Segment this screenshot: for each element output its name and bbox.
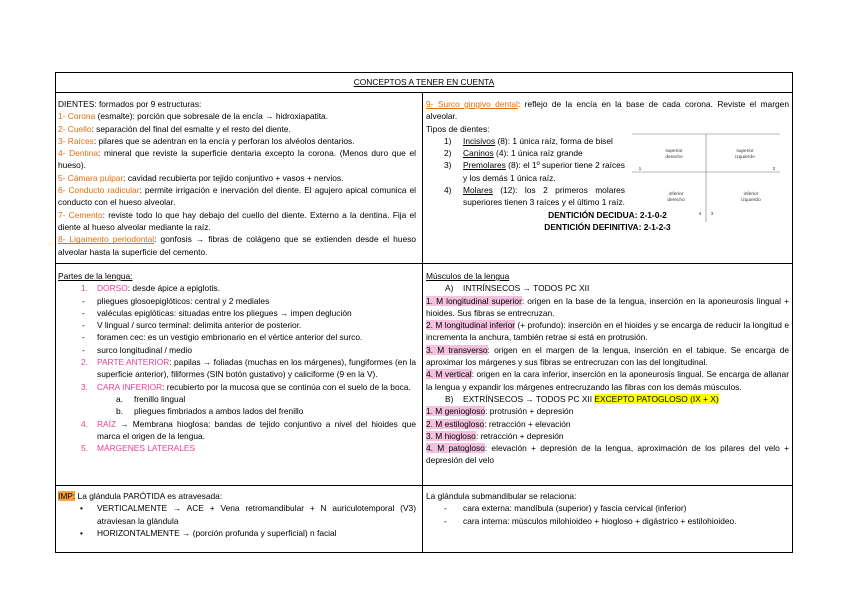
- tipo-text: (12): los 2 primeros molares superiores tienen 3 raíces y el último 1 raíz.: [463, 185, 625, 208]
- parte-text: : recubierto por la mucosa que se continúa con el suelo de la boca.: [162, 381, 411, 392]
- quadrant-number: 3: [710, 212, 714, 217]
- musculo-label: 3. M hiogloso: [426, 430, 476, 441]
- tipo-item: [426, 135, 625, 147]
- bullet-text: HORIZONTALMENTE → (porción profunda y superficial) n facial: [97, 527, 337, 538]
- tipos-title: Tipos de dientes:: [426, 123, 490, 134]
- musculo-label: 4. M patogloso: [426, 443, 485, 454]
- parotida-cell: [56, 486, 423, 552]
- lengua-row: [56, 264, 792, 486]
- subitem-text: V lingual / surco terminal: delimita anterior de posterior.: [97, 320, 302, 331]
- musculo-item: [426, 344, 789, 369]
- cara-inferior-subitem: [58, 405, 416, 417]
- dash-marker: -: [82, 344, 85, 355]
- partes-lengua-title: Partes de la lengua:: [58, 271, 133, 281]
- musculos-lengua-cell: [423, 264, 792, 485]
- section-text: EXTRÍNSECOS → TODOS PC XII: [463, 393, 595, 404]
- musculo-item: [426, 442, 789, 467]
- tipo-text: (4): 1 única raíz grande: [493, 148, 583, 159]
- tipo-name: Molares: [463, 185, 493, 196]
- tipo-number: 4): [444, 185, 452, 196]
- musculo-item: [426, 295, 789, 320]
- estructura-label: 5- Cámara pulpar: [58, 172, 124, 183]
- intrinsecos-header: [426, 282, 789, 294]
- dientes-row: [56, 93, 792, 264]
- surco-text: : reflejo de la encía en la base de cada corona. Reviste el margen alveolar.: [426, 99, 789, 122]
- dash-marker: -: [444, 515, 447, 526]
- dash-marker: -: [82, 295, 85, 306]
- subitem-text: foramen cec: es un vestigio embrionario en el vértice anterior del surco.: [97, 332, 363, 343]
- dientes-estructuras-cell: [56, 93, 423, 263]
- extrinsecos-header: [426, 393, 789, 405]
- subitem-text: pliegues fimbriados a ambos lados del frenillo: [134, 406, 304, 417]
- tipo-item: [426, 147, 625, 159]
- quadrant-label: inferior: [668, 192, 684, 197]
- parotida-bullet-item: [58, 527, 416, 539]
- cara-inferior-subitem: [58, 393, 416, 405]
- estructura-text: : mineral que reviste la superficie dentaria excepto la corona. (Menos duro que el hueso).: [58, 148, 417, 171]
- parte-label: DORSO: [97, 283, 128, 294]
- parotida-bullet-item: [58, 502, 416, 527]
- partes-lengua-cell: [56, 264, 423, 485]
- subitem-letter: b.: [116, 406, 123, 417]
- subitem-text: pliegues glosoepiglóticos: central y 2 mediales: [97, 295, 270, 306]
- parte-label: RAÍZ: [97, 418, 117, 429]
- parte-number: 4.: [81, 418, 88, 429]
- estructura-text: : cavidad recubierta por tejido conjuntivo + vasos + nervios.: [123, 172, 344, 183]
- quadrant-label: superior: [665, 149, 683, 154]
- submandibular-cell: [423, 486, 792, 552]
- quadrant-label: derecho: [667, 198, 685, 203]
- parte-item: [58, 356, 416, 381]
- estructura-item: [58, 110, 416, 122]
- tipos-list: [426, 135, 625, 209]
- dorso-subitem: [58, 319, 416, 331]
- parte-label: PARTE ANTERIOR: [97, 357, 170, 368]
- submandibular-item: [426, 502, 789, 514]
- estructura-label: 2- Cuello: [58, 123, 92, 134]
- parte-number: 5.: [81, 443, 88, 454]
- parte-item: [58, 418, 416, 443]
- parotida-text: La glándula PARÓTIDA es atravesada:: [75, 491, 223, 501]
- musculo-label: 1. M geniogloso: [426, 406, 486, 417]
- parte-number: 3.: [81, 381, 88, 392]
- section-letter: A): [445, 283, 454, 294]
- parte-text: : desde ápice a epiglotis.: [127, 283, 220, 294]
- musculo-label: 3. M transverso: [426, 344, 488, 355]
- musculo-text: : retracción + depresión: [475, 430, 564, 441]
- parte-number: 1.: [81, 283, 88, 294]
- dorso-subitem: [58, 331, 416, 343]
- quadrant-number: 2: [772, 167, 776, 172]
- section-highlight: EXCEPTO PATOGLOSO (IX + X): [594, 393, 719, 404]
- bullet-marker: •: [80, 527, 83, 538]
- bullet-text: VERTICALMENTE → ACE + Vena retromandibular + N auriculotemporal (V3) atraviesan la glándula: [97, 503, 416, 526]
- musculo-text: : origen en la cara inferior, inserción en la aponeurosis lingual. Se encarga de allanar la lengua y expandir los márgenes entrecruzando las fibras con los demás músculos.: [426, 369, 789, 392]
- parotida-intro: [58, 490, 416, 502]
- estructura-label: 8- Ligamento periodontal: [58, 234, 155, 245]
- estructura-text: : gonfosis → fibras de colágeno que se extienden desde el hueso alveolar hasta la superficie del cemento.: [58, 234, 416, 257]
- musculo-text: : retracción + elevación: [484, 418, 571, 429]
- subitem-letter: a.: [116, 393, 123, 404]
- imp-badge: IMP:: [58, 491, 76, 501]
- estructura-item: [58, 147, 416, 172]
- quadrant-number: 1: [638, 167, 642, 172]
- parte-label: MÁRGENES LATERALES: [97, 443, 196, 454]
- musculo-text: : protrusión + depresión: [485, 406, 574, 417]
- musculo-item: [426, 319, 789, 344]
- denticion-decidua: DENTICIÓN DECIDUA: 2-1-0-2: [548, 209, 667, 220]
- estructura-item: [58, 135, 416, 147]
- tipo-number: 1): [444, 135, 452, 146]
- subitem-text: surco longitudinal / medio: [97, 344, 192, 355]
- submandibular-text: cara interna: músculos milohioideo + hiogloso + digástrico + estilohioideo.: [463, 515, 737, 526]
- submandibular-item: [426, 515, 789, 527]
- section-letter: B): [445, 393, 454, 404]
- dorso-subitem: [58, 295, 416, 307]
- estructura-label: 1- Corona: [58, 111, 96, 122]
- musculo-label: 1. M longitudinal superior: [426, 295, 522, 306]
- tipo-number: 3): [444, 160, 452, 171]
- dorso-subitem: [58, 307, 416, 319]
- tipo-name: Premolares: [463, 160, 506, 171]
- glandulas-row: [56, 486, 792, 552]
- musculo-label: 2. M longitudinal inferior: [426, 320, 516, 331]
- estructura-label: 6- Conducto radicular: [58, 185, 140, 196]
- musculos-title: Músculos de la lengua: [426, 271, 510, 281]
- denticion-definitiva: DENTICIÓN DEFINITIVA: 2-1-2-3: [544, 221, 671, 232]
- bullet-marker: •: [80, 503, 83, 514]
- dental-quadrants-diagram: [632, 133, 781, 223]
- quadrant-label: superior: [736, 149, 754, 154]
- musculo-item: [426, 368, 789, 393]
- dorso-subitem: [58, 344, 416, 356]
- estructura-item: [58, 184, 416, 209]
- musculo-label: 4. M vertical: [426, 369, 472, 380]
- musculo-item: [426, 430, 789, 442]
- parte-text: : papilas → foliadas (muchas en los márgenes), fungiformes (en la superficie anterior), filiformes (SIN botón gustativo) y caliciforme (9 en la V).: [97, 357, 416, 380]
- musculo-item: [426, 405, 789, 417]
- musculo-text: : origen en la base de la lengua, inserción en la aponeurosis lingual + hioides. Sus fibras se entrecruzan.: [426, 295, 789, 318]
- musculo-text: (+ profundo): inserción en el hioides y se encarga de reducir la longitud e incrementa la anchura, también retrae si está en protrusión.: [426, 320, 789, 343]
- dientes-intro: DIENTES: formados por 9 estructuras:: [58, 99, 202, 109]
- estructura-item: [58, 123, 416, 135]
- tipo-name: Caninos: [463, 148, 494, 159]
- subitem-text: frenillo lingual: [134, 393, 186, 404]
- quadrant-label: inferior: [743, 192, 759, 197]
- submandibular-text: cara externa: mandíbula (superior) y fascia cervical (inferior): [463, 503, 687, 514]
- section-text: INTRÍNSECOS → TODOS PC XII: [463, 283, 590, 294]
- concepts-table: [55, 72, 793, 553]
- dash-marker: -: [82, 332, 85, 343]
- estructura-item: [58, 233, 416, 258]
- tipo-text: (8): 1 única raíz, forma de bisel: [495, 135, 613, 146]
- estructura-label: 4- Dentina: [58, 148, 99, 159]
- estructura-text: (esmalte): porción que sobresale de la encía → hidroxiapatita.: [95, 111, 329, 122]
- estructura-item: [58, 209, 416, 234]
- submandibular-title: La glándula submandibular se relaciona:: [426, 491, 577, 501]
- parte-item: [58, 442, 416, 454]
- surco-item: [426, 98, 789, 123]
- dash-marker: -: [82, 307, 85, 318]
- estructura-text: : separación del final del esmalte y el resto del diente.: [91, 123, 291, 134]
- table-header: [56, 73, 792, 93]
- quadrant-label: izquierdo: [735, 155, 755, 160]
- page-title: CONCEPTOS A TENER EN CUENTA: [353, 77, 495, 87]
- musculo-text: : origen en el margen de la lengua, inserción en el tabique. Se encarga de aproximar los márgenes y sus fibras se entrecruzan con las del longitudinal.: [426, 344, 790, 368]
- surco-label: 9- Surco gingivo dental: [426, 99, 518, 109]
- musculo-label: 2. M estilogloso: [426, 418, 485, 429]
- parte-item: [58, 381, 416, 393]
- quadrant-label: derecho: [665, 155, 683, 160]
- parte-item: [58, 282, 416, 294]
- estructura-text: : reviste todo lo que hay debajo del cuello del diente. Externo a la dentina. Fija el diente al hueso alveolar mediante la raíz.: [58, 209, 417, 232]
- estructura-text: : permite irrigación e inervación del diente. El agujero apical comunica el conducto con el hueso alveolar.: [58, 185, 417, 208]
- tipo-item: [426, 159, 625, 184]
- dash-marker: -: [82, 320, 85, 331]
- tipo-number: 2): [444, 148, 452, 159]
- quadrant-number: 4: [698, 212, 702, 217]
- estructura-label: 3- Raíces: [58, 135, 94, 146]
- musculo-item: [426, 418, 789, 430]
- estructura-label: 7- Cemento: [58, 209, 103, 220]
- tipo-name: Incisivos: [463, 135, 496, 146]
- tipo-item: [426, 184, 625, 209]
- tipo-text: (8): el 1º superior tiene 2 raíces y los demás 1 única raíz.: [463, 160, 625, 183]
- subitem-text: valéculas epiglóticas: situadas entre los pliegues → impen deglución: [97, 307, 352, 318]
- dientes-tipos-cell: [423, 93, 792, 263]
- parte-number: 2.: [81, 357, 88, 368]
- parte-text: → Membrana hioglosa: bandas de tejido conjuntivo a nivel del hioides que marca el origen de la lengua.: [97, 418, 416, 441]
- quadrant-label: izquierdo: [741, 198, 761, 203]
- musculo-text: : elevación + depresión de la lengua, aproximación de los pilares del velo + depresión del velo: [426, 443, 789, 466]
- estructura-text: : pilares que se adentran en la encía y perforan los alvéolos dentarios.: [93, 135, 355, 146]
- parte-label: CARA INFERIOR: [97, 381, 163, 392]
- estructura-item: [58, 172, 416, 184]
- dash-marker: -: [444, 503, 447, 514]
